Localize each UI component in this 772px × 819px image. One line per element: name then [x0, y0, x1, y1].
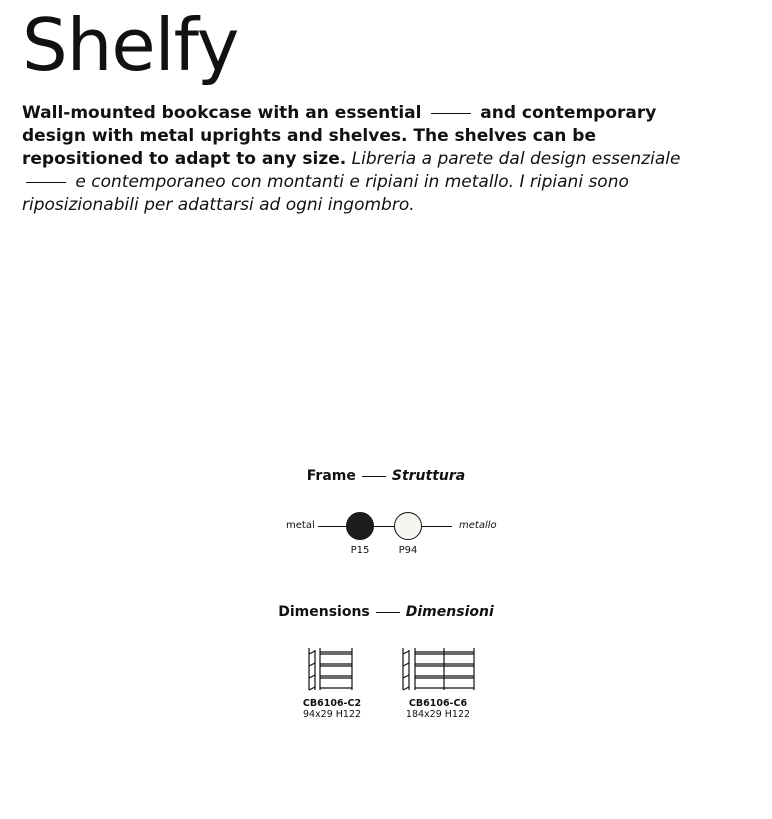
heading-separator: [362, 476, 386, 477]
frame-material-en: metal: [286, 520, 315, 531]
product-cb6106-c2[interactable]: [296, 646, 368, 726]
product-cb6106-c6[interactable]: [398, 646, 478, 726]
dimensions-heading-it: Dimensioni: [405, 604, 494, 620]
swatch-connector: [374, 526, 394, 527]
description-en-part1: Wall-mounted bookcase with an essential: [22, 103, 422, 123]
three-bay-bookcase-icon: [400, 646, 478, 692]
swatch-code-p15: P15: [350, 545, 370, 556]
description-en-part2: and contemporary design with metal uprights and shelves. The shelves can be repositioned to adapt to any size.: [22, 103, 657, 169]
frame-heading-en: Frame: [306, 468, 356, 484]
description-dash: [431, 113, 471, 114]
heading-separator: [376, 612, 400, 613]
swatch-leader-left: [318, 526, 346, 527]
frame-heading-it: Struttura: [391, 468, 466, 484]
product-code: CB6106-C6: [408, 698, 468, 709]
swatch-p94[interactable]: [394, 512, 422, 540]
frame-heading: [0, 468, 772, 484]
description-dash-it: [26, 182, 66, 183]
product-code: CB6106-C2: [302, 698, 362, 709]
product-size: 94x29 H122: [302, 709, 362, 720]
description-it-part1: Libreria a parete dal design essenziale: [351, 149, 681, 169]
swatch-leader-right: [422, 526, 452, 527]
description-it-part2: e contemporaneo con montanti e ripiani in metallo. I ripiani sono riposizionabili per adattarsi ad ogni ingombro.: [22, 172, 629, 215]
frame-swatches: [0, 510, 772, 570]
product-description: [22, 102, 712, 217]
swatch-p15[interactable]: [346, 512, 374, 540]
dimensions-heading-en: Dimensions: [278, 604, 370, 620]
frame-material-it: metallo: [459, 520, 497, 531]
two-bay-bookcase-icon: [306, 646, 356, 692]
dimensions-heading: [0, 604, 772, 620]
product-title: Shelfy: [22, 3, 239, 87]
product-size: 184x29 H122: [405, 709, 471, 720]
swatch-code-p94: P94: [398, 545, 418, 556]
